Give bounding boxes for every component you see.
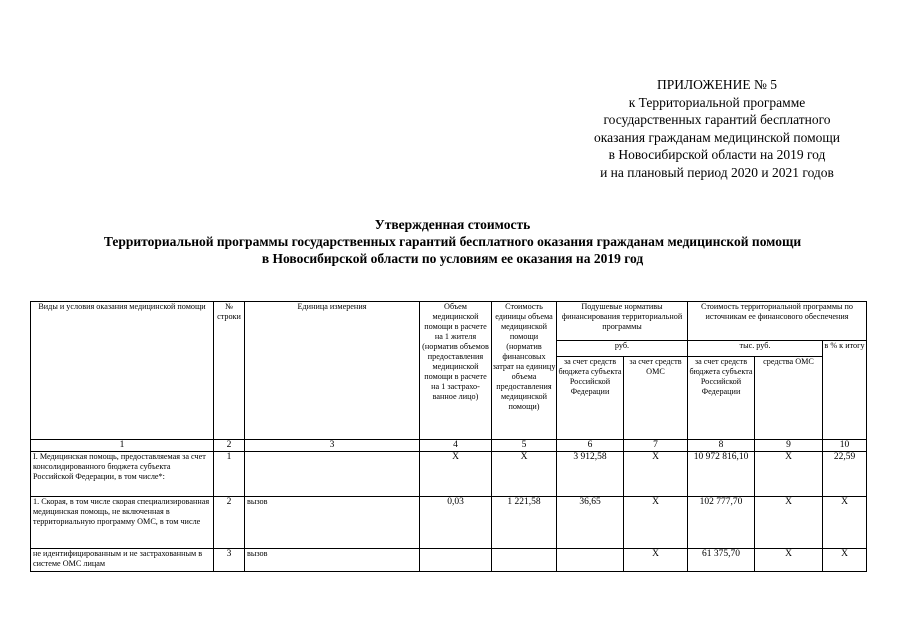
row-volume xyxy=(420,549,492,572)
title-line: Утвержденная стоимость xyxy=(374,217,531,232)
row-total-budget: 10 972 816,10 xyxy=(688,452,755,497)
row-norm-budget: 36,65 xyxy=(557,497,624,549)
row-volume: X xyxy=(420,452,492,497)
header-kind: Виды и условия оказания медицинской помощи xyxy=(31,302,214,440)
column-number-row xyxy=(31,440,867,452)
row-name: I. Медицинская помощь, предоставляемая за счет консолидированного бюджета субъекта Российской Федерации, в том числе*: xyxy=(31,452,214,497)
row-unit: вызов xyxy=(245,549,420,572)
row-unit: вызов xyxy=(245,497,420,549)
document-title xyxy=(0,216,905,267)
table-row xyxy=(31,452,867,497)
row-total-oms: X xyxy=(755,549,823,572)
row-total-oms: X xyxy=(755,497,823,549)
column-number: 3 xyxy=(245,440,420,452)
row-norm-budget xyxy=(557,549,624,572)
row-norm-budget: 3 912,58 xyxy=(557,452,624,497)
header-volume: Объем медицинской помощи в расчете на 1 жителя (норматив объемов предоставления медицинской помощи в расчете на 1 застрахо-ванное лицо) xyxy=(420,302,492,440)
table-row xyxy=(31,497,867,549)
cost-table xyxy=(30,301,867,572)
header-unit-thousand-rub: тыс. руб. xyxy=(688,341,823,357)
column-number: 9 xyxy=(755,440,823,452)
row-total-budget: 61 375,70 xyxy=(688,549,755,572)
row-percent: 22,59 xyxy=(823,452,867,497)
appendix-line: в Новосибирской области на 2019 год xyxy=(608,147,826,162)
header-total-oms: средства ОМС xyxy=(755,357,823,440)
table-row xyxy=(31,549,867,572)
row-number: 3 xyxy=(214,549,245,572)
row-percent: X xyxy=(823,549,867,572)
column-number: 10 xyxy=(823,440,867,452)
header-norm-budget: за счет средств бюджета субъекта Российской Федерации xyxy=(557,357,624,440)
row-number: 1 xyxy=(214,452,245,497)
row-percent: X xyxy=(823,497,867,549)
column-number: 1 xyxy=(31,440,214,452)
row-norm-oms: X xyxy=(624,452,688,497)
header-unit-rub: руб. xyxy=(557,341,688,357)
row-number: 2 xyxy=(214,497,245,549)
column-number: 2 xyxy=(214,440,245,452)
header-percent: в % к итогу xyxy=(823,341,867,440)
header-norm-oms: за счет средств ОМС xyxy=(624,357,688,440)
row-name: не идентифицированным и не застрахованным в системе ОМС лицам xyxy=(31,549,214,572)
column-number: 6 xyxy=(557,440,624,452)
header-per-capita-norms: Подушевые нормативы финансирования территориальной программы xyxy=(557,302,688,341)
column-number: 8 xyxy=(688,440,755,452)
appendix-line: ПРИЛОЖЕНИЕ № 5 xyxy=(656,77,778,92)
appendix-line: к Территориальной программе xyxy=(628,94,806,110)
header-unit-cost: Стоимость единицы объема медицинской помощи (норматив финансовых затрат на единицу объема предоставления медицинской помощи) xyxy=(492,302,557,440)
header-total-budget: за счет средств бюджета субъекта Российской Федерации xyxy=(688,357,755,440)
row-unit-cost xyxy=(492,549,557,572)
title-line: Территориальной программы государственных гарантий бесплатного оказания гражданам медицинской помощи xyxy=(103,234,802,249)
appendix-line: оказания гражданам медицинской помощи xyxy=(593,129,841,145)
row-total-budget: 102 777,70 xyxy=(688,497,755,549)
column-number: 4 xyxy=(420,440,492,452)
row-unit-cost: X xyxy=(492,452,557,497)
row-unit-cost: 1 221,58 xyxy=(492,497,557,549)
row-unit xyxy=(245,452,420,497)
row-norm-oms: X xyxy=(624,549,688,572)
appendix-line: и на плановый период 2020 и 2021 годов xyxy=(600,164,834,180)
row-volume: 0,03 xyxy=(420,497,492,549)
row-norm-oms: X xyxy=(624,497,688,549)
column-number: 7 xyxy=(624,440,688,452)
appendix-header xyxy=(567,76,867,181)
row-name: 1. Скорая, в том числе скорая специализированная медицинская помощь, не включенная в территориальную программу ОМС, в том числе xyxy=(31,497,214,549)
header-unit: Единица измерения xyxy=(245,302,420,440)
row-total-oms: X xyxy=(755,452,823,497)
column-number: 5 xyxy=(492,440,557,452)
header-program-cost: Стоимость территориальной программы по источникам ее финансового обеспечения xyxy=(688,302,867,341)
title-line: в Новосибирской области по условиям ее оказания на 2019 год xyxy=(261,251,644,266)
appendix-line: государственных гарантий бесплатного xyxy=(603,112,831,127)
header-row-number: № строки xyxy=(214,302,245,440)
